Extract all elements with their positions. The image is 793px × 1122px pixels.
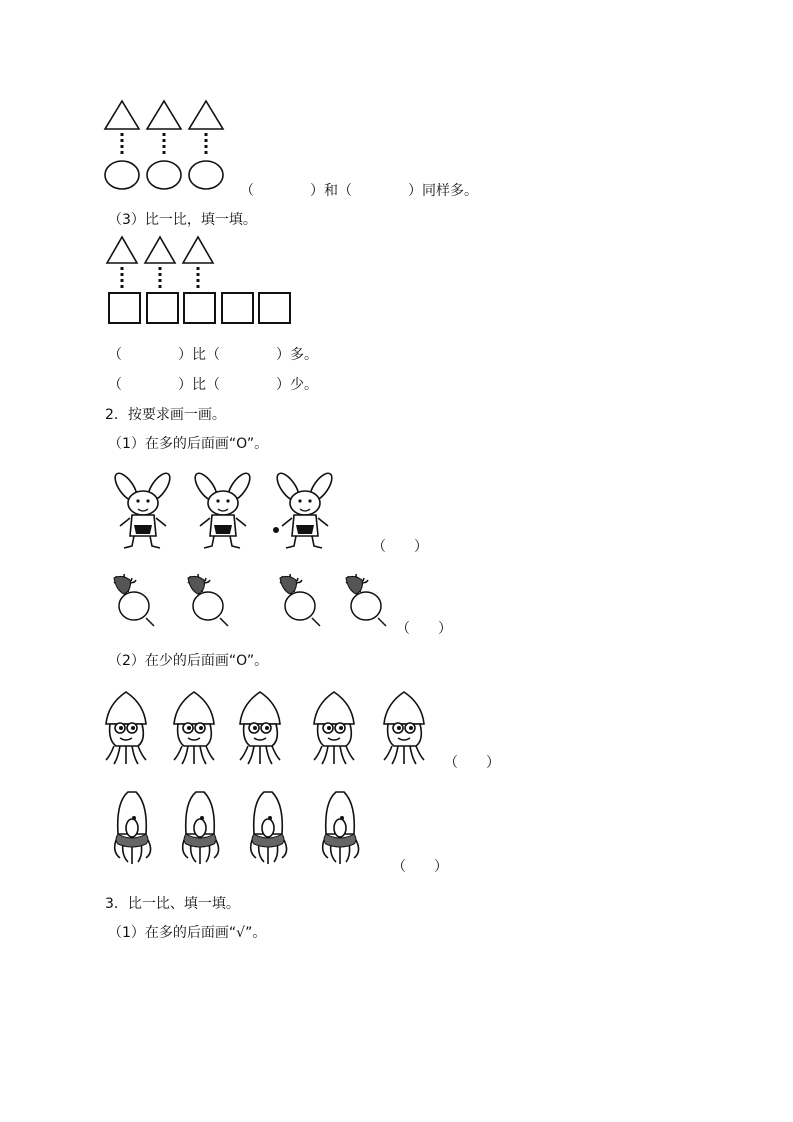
rabbit-picture bbox=[273, 470, 336, 548]
question-3-1-heading: （1）在多的后面画“√”。 bbox=[108, 925, 267, 941]
squid-picture bbox=[106, 692, 146, 764]
square-shape bbox=[184, 293, 215, 323]
triangle-shape bbox=[183, 237, 213, 263]
circle-shape bbox=[147, 161, 181, 189]
triangle-shape bbox=[189, 101, 223, 129]
square-shape bbox=[222, 293, 253, 323]
octopus-picture bbox=[323, 792, 359, 864]
radish-picture bbox=[280, 574, 320, 626]
radish-picture bbox=[188, 574, 228, 626]
question-2-heading: 2．按要求画一画。 bbox=[105, 407, 226, 423]
question-3-heading: （3）比一比，填一填。 bbox=[108, 212, 257, 228]
squid-picture bbox=[314, 692, 354, 764]
blank-less-than[interactable]: （ ）比（ ）少。 bbox=[108, 377, 318, 393]
rabbits-row bbox=[112, 470, 352, 555]
radish-picture bbox=[346, 574, 386, 626]
square-shape bbox=[109, 293, 140, 323]
question-2-1-heading: （1）在多的后面画“O”。 bbox=[108, 436, 269, 452]
circle-shape bbox=[105, 161, 139, 189]
circle-shape bbox=[189, 161, 223, 189]
triangle-shape bbox=[145, 237, 175, 263]
rabbit-picture bbox=[111, 470, 174, 548]
octopuses-row bbox=[110, 790, 380, 870]
squid-picture bbox=[384, 692, 424, 764]
octopus-picture bbox=[183, 792, 219, 864]
triangle-shape bbox=[107, 237, 137, 263]
question-3-heading: 3．比一比、填一填。 bbox=[105, 896, 240, 912]
rabbit-picture bbox=[191, 470, 254, 548]
question-2-2-heading: （2）在少的后面画“O”。 bbox=[108, 653, 269, 669]
triangles-circles-figure bbox=[100, 95, 235, 195]
blank-rabbits[interactable]: （ ） bbox=[372, 539, 428, 555]
triangle-shape bbox=[105, 101, 139, 129]
blank-more-than[interactable]: （ ）比（ ）多。 bbox=[108, 347, 318, 363]
blank-squids[interactable]: （ ） bbox=[444, 755, 500, 771]
blank-same-amount[interactable]: （ ）和（ ）同样多。 bbox=[240, 183, 478, 199]
radish-picture bbox=[114, 574, 154, 626]
triangles-squares-figure bbox=[105, 235, 295, 327]
octopus-picture bbox=[115, 792, 151, 864]
blank-octopuses[interactable]: （ ） bbox=[392, 859, 448, 875]
blank-radishes[interactable]: （ ） bbox=[396, 621, 452, 637]
square-shape bbox=[147, 293, 178, 323]
triangle-shape bbox=[147, 101, 181, 129]
square-shape bbox=[259, 293, 290, 323]
radishes-row bbox=[108, 572, 388, 632]
squid-picture bbox=[240, 692, 280, 764]
squids-row bbox=[102, 690, 442, 770]
squid-picture bbox=[174, 692, 214, 764]
octopus-picture bbox=[251, 792, 287, 864]
